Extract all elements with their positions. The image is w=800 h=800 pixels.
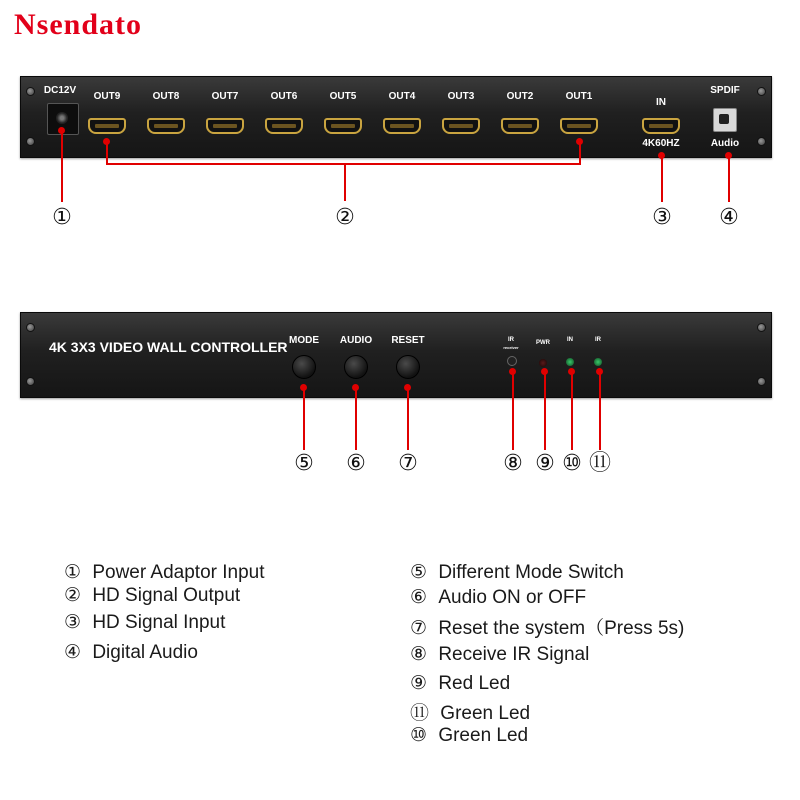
callout-line <box>344 163 346 201</box>
legend-number: ⑤ <box>410 562 428 583</box>
dc-label: DC12V <box>43 85 77 96</box>
hdmi-port-out4 <box>383 118 421 134</box>
legend-number: ③ <box>64 612 82 633</box>
legend-item <box>410 724 528 747</box>
audio-button[interactable] <box>344 355 368 379</box>
reset-button[interactable] <box>396 355 420 379</box>
legend-number: ⑪ <box>410 703 430 724</box>
output-label-out2: OUT2 <box>506 91 534 102</box>
legend-text: Green Led <box>438 725 529 746</box>
legend-number: ⑨ <box>410 673 428 694</box>
audio-label: AUDIO <box>339 335 373 346</box>
callout-line <box>407 387 409 450</box>
hdmi-port-in <box>642 118 680 134</box>
legend-text: Red Led <box>438 673 511 694</box>
legend-text: HD Signal Output <box>92 585 241 606</box>
mode-label: MODE <box>289 335 319 346</box>
in-led-icon <box>566 358 574 366</box>
callout-10: ⑩ <box>562 450 582 475</box>
output-label-out9: OUT9 <box>93 91 121 102</box>
legend-text: Green Led <box>440 703 531 724</box>
callout-line <box>728 155 730 202</box>
legend-text: Receive IR Signal <box>438 644 590 665</box>
brand-logo: Nsendato <box>14 8 143 41</box>
callout-2: ② <box>335 204 355 229</box>
screw-icon <box>757 137 766 146</box>
legend-item <box>410 698 530 725</box>
hdmi-port-out9 <box>88 118 126 134</box>
legend-number: ④ <box>64 642 82 663</box>
reset-label: RESET <box>391 335 425 346</box>
legend-number: ⑦ <box>410 618 428 639</box>
hdmi-port-out1 <box>560 118 598 134</box>
screw-icon <box>26 377 35 386</box>
rear-panel <box>20 76 772 158</box>
in-led-label: IN <box>567 337 573 343</box>
hdmi-port-out2 <box>501 118 539 134</box>
ir-receiver-sub-label: receiver <box>503 345 519 350</box>
output-label-out1: OUT1 <box>565 91 593 102</box>
legend-item <box>410 613 684 640</box>
callout-line <box>303 387 305 450</box>
output-label-out3: OUT3 <box>447 91 475 102</box>
screw-icon <box>757 87 766 96</box>
screw-icon <box>26 87 35 96</box>
ir-receiver-label: IR <box>508 337 514 343</box>
callout-line <box>355 387 357 450</box>
ir-led-icon <box>594 358 602 366</box>
output-label-out8: OUT8 <box>152 91 180 102</box>
screw-icon <box>757 377 766 386</box>
output-label-out7: OUT7 <box>211 91 239 102</box>
legend-item <box>64 561 265 584</box>
callout-line <box>544 371 546 450</box>
spdif-label: SPDIF <box>710 85 740 96</box>
callout-line <box>599 371 601 450</box>
spdif-sub-label: Audio <box>710 138 740 149</box>
callout-7: ⑦ <box>398 450 418 475</box>
callout-line <box>571 371 573 450</box>
legend-item <box>410 643 589 666</box>
hdmi-port-out6 <box>265 118 303 134</box>
legend-number: ⑧ <box>410 644 428 665</box>
output-label-out5: OUT5 <box>329 91 357 102</box>
hdmi-port-out7 <box>206 118 244 134</box>
screw-icon <box>26 137 35 146</box>
ir-led-label: IR <box>595 337 601 343</box>
callout-6: ⑥ <box>346 450 366 475</box>
legend-item <box>64 641 198 664</box>
legend-text: Audio ON or OFF <box>438 587 587 608</box>
legend-text: Power Adaptor Input <box>92 562 265 583</box>
output-label-out6: OUT6 <box>270 91 298 102</box>
input-sub-label: 4K60HZ <box>642 138 680 149</box>
legend-item <box>64 611 225 634</box>
hdmi-port-out3 <box>442 118 480 134</box>
spdif-port <box>713 108 737 132</box>
legend-item <box>410 672 510 695</box>
callout-line <box>579 141 581 164</box>
legend-item <box>410 586 586 609</box>
legend-number: ⑥ <box>410 587 428 608</box>
front-panel <box>20 312 772 398</box>
legend-text: Different Mode Switch <box>438 562 624 583</box>
input-label: IN <box>656 97 666 108</box>
hdmi-port-out5 <box>324 118 362 134</box>
callout-5: ⑤ <box>294 450 314 475</box>
callout-line <box>61 130 63 202</box>
legend-item <box>410 561 624 584</box>
output-label-out4: OUT4 <box>388 91 416 102</box>
ir-receiver-icon <box>507 356 517 366</box>
legend-text: Reset the system（Press 5s) <box>438 618 685 639</box>
legend-number: ⑩ <box>410 725 428 746</box>
legend-item <box>64 584 240 607</box>
panel-title: 4K 3X3 VIDEO WALL CONTROLLER <box>49 339 288 355</box>
pwr-led-icon <box>539 359 547 367</box>
callout-4: ④ <box>719 204 739 229</box>
legend-number: ① <box>64 562 82 583</box>
legend-text: HD Signal Input <box>92 612 226 633</box>
screw-icon <box>26 323 35 332</box>
callout-3: ③ <box>652 204 672 229</box>
callout-1: ① <box>52 204 72 229</box>
mode-button[interactable] <box>292 355 316 379</box>
callout-line <box>512 371 514 450</box>
callout-line <box>661 155 663 202</box>
callout-line <box>106 141 108 164</box>
callout-9: ⑨ <box>535 450 555 475</box>
callout-8: ⑧ <box>503 450 523 475</box>
pwr-led-label: PWR <box>536 340 550 346</box>
callout-11: ⑪ <box>588 450 611 475</box>
screw-icon <box>757 323 766 332</box>
legend-number: ② <box>64 585 82 606</box>
hdmi-port-out8 <box>147 118 185 134</box>
legend-text: Digital Audio <box>92 642 198 663</box>
